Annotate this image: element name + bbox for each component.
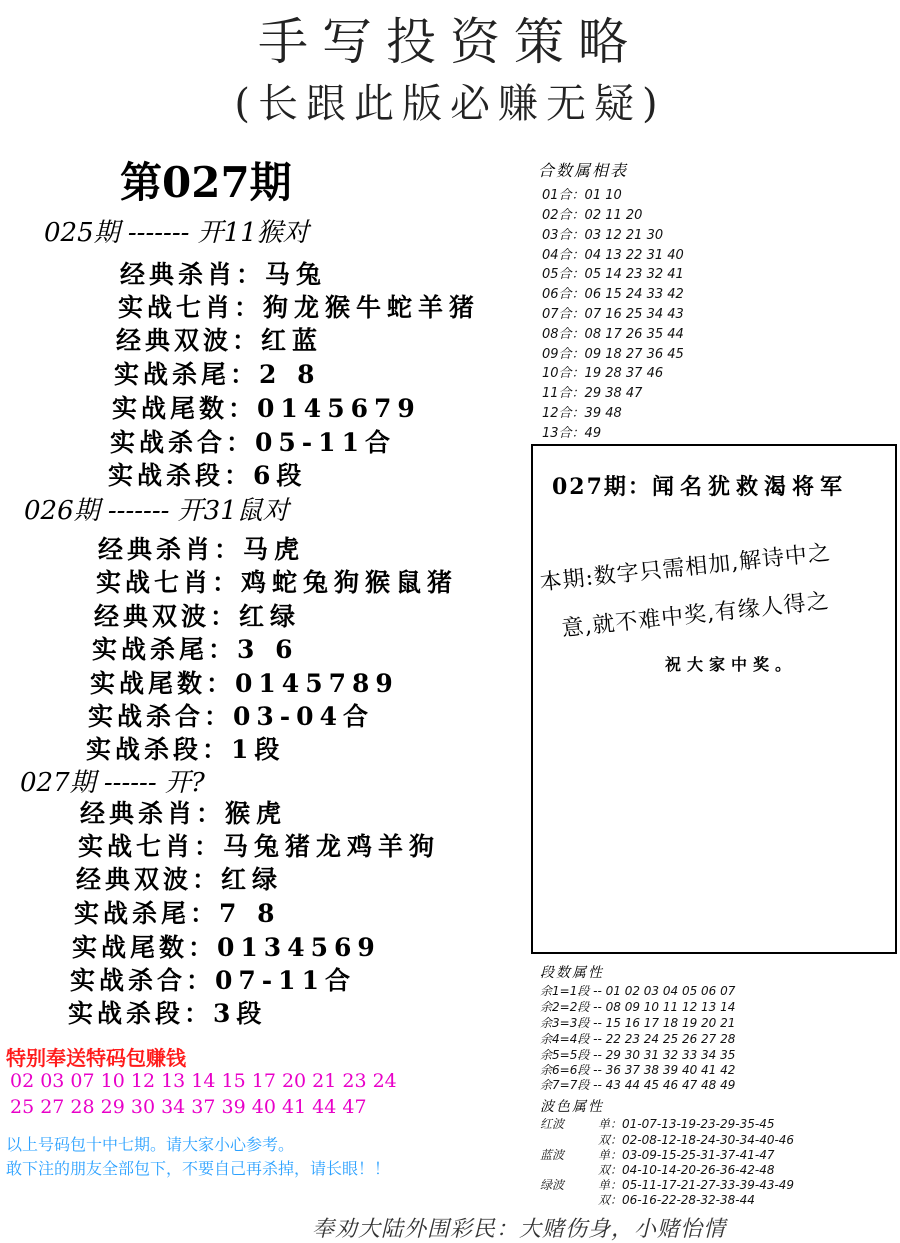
special-title: 特别奉送特码包赚钱 — [6, 1046, 186, 1070]
period-026-row-1 — [98, 530, 305, 566]
riddle-text: 闻名犹救渴将军 — [651, 474, 848, 500]
period-027-row-1 — [80, 794, 287, 830]
he-table-row: 03合：03 12 21 30 — [542, 228, 664, 243]
period-027-row-3 — [76, 860, 283, 896]
row-value: 05-11合 — [255, 428, 396, 457]
duan-table-row: 余2=2段 -- 08 09 10 11 12 13 14 — [540, 1000, 736, 1014]
row-value: 07-11合 — [215, 966, 356, 995]
period-025-row-2 — [118, 288, 480, 324]
footer-text: 奉劝大陆外围彩民：大赌伤身，小赌怡情 — [312, 1217, 727, 1242]
row-label: 实战七肖： — [78, 832, 224, 861]
he-table-row: 01合：01 10 — [542, 188, 622, 203]
bo-green-double: 双：06-16-22-28-32-38-44 — [598, 1193, 755, 1207]
riddle-issue-label: 027期： — [552, 474, 652, 500]
bo-label-red: 红波 — [540, 1117, 565, 1131]
he-table-row: 09合：09 18 27 36 45 — [542, 347, 684, 362]
row-label: 经典杀肖： — [120, 260, 266, 289]
period-025-row-4 — [114, 355, 321, 391]
row-value: 3 6 — [237, 635, 299, 664]
period-026-row-2 — [96, 563, 458, 599]
period-025-row-3 — [116, 321, 323, 357]
special-numbers-line-1: 02 03 07 10 12 13 14 15 17 20 21 23 24 — [10, 1070, 397, 1092]
row-label: 实战杀尾： — [74, 899, 220, 928]
period-025-row-1 — [120, 255, 327, 291]
wish-text: 祝大家中奖。 — [665, 655, 798, 674]
row-label: 经典杀肖： — [98, 535, 244, 564]
row-value: 红绿 — [221, 865, 284, 894]
row-value: 0134569 — [217, 933, 381, 962]
bo-blue-single: 单：03-09-15-25-31-37-41-47 — [598, 1148, 775, 1162]
row-value: 0145789 — [235, 669, 399, 698]
duan-table-row: 余3=3段 -- 15 16 17 18 19 20 21 — [540, 1016, 736, 1030]
he-table-row: 13合：49 — [542, 426, 602, 441]
note-line-2: 敢下注的朋友全部包下，不要自己再杀掉，请长眼！！ — [6, 1159, 391, 1178]
row-label: 实战杀尾： — [114, 360, 260, 389]
period-027-row-2 — [78, 827, 440, 863]
bo-label-blue: 蓝波 — [540, 1148, 565, 1162]
bo-red-single: 单：01-07-13-19-23-29-35-45 — [598, 1117, 775, 1131]
period-027-row-6 — [70, 961, 356, 997]
period-027-row-4 — [74, 894, 281, 930]
row-value: 马兔猪龙鸡羊狗 — [223, 832, 441, 861]
row-value: 6段 — [253, 461, 308, 490]
row-value: 鸡蛇兔狗猴鼠猪 — [241, 568, 459, 597]
period-026-row-4 — [92, 630, 299, 666]
page-title: 手写投资策略 — [258, 13, 642, 71]
page-subtitle: (长跟此版必赚无疑) — [234, 81, 666, 127]
duan-table-row: 余1=1段 -- 01 02 03 04 05 06 07 — [540, 984, 736, 998]
he-table-row: 07合：07 16 25 34 43 — [542, 307, 684, 322]
period-027-row-5 — [72, 928, 381, 964]
row-value: 猴虎 — [225, 799, 288, 828]
period-heading-026: 026期 ------- 开31鼠对 — [24, 496, 289, 526]
row-value: 马兔 — [265, 260, 328, 289]
row-value: 03-04合 — [233, 702, 374, 731]
row-label: 经典双波： — [116, 326, 262, 355]
period-025-row-5 — [112, 389, 421, 425]
row-label: 实战尾数： — [90, 669, 236, 698]
duan-table-row: 余6=6段 -- 36 37 38 39 40 41 42 — [540, 1063, 736, 1077]
poem-line-2: 意,就不难中奖,有缘人得之 — [560, 588, 831, 642]
he-table-row: 10合：19 28 37 46 — [542, 366, 664, 381]
bo-label-green: 绿波 — [540, 1178, 565, 1192]
he-table-row: 06合：06 15 24 33 42 — [542, 287, 684, 302]
row-value: 0145679 — [257, 394, 421, 423]
row-label: 实战杀段： — [108, 461, 254, 490]
poem-line-1: 本期:数字只需相加,解诗中之 — [538, 540, 832, 596]
he-table-row: 05合：05 14 23 32 41 — [542, 267, 684, 282]
issue-heading: 第027期 — [120, 158, 292, 207]
period-025-row-7 — [108, 456, 307, 492]
period-026-row-6 — [88, 697, 374, 733]
row-label: 经典双波： — [76, 865, 222, 894]
period-026-row-3 — [94, 597, 301, 633]
he-table-row: 08合：08 17 26 35 44 — [542, 327, 684, 342]
row-label: 经典杀肖： — [80, 799, 226, 828]
row-label: 实战尾数： — [112, 394, 258, 423]
row-label: 实战七肖： — [118, 293, 264, 322]
row-value: 2 8 — [259, 360, 321, 389]
he-table-row: 02合：02 11 20 — [542, 208, 643, 223]
row-label: 实战杀合： — [70, 966, 216, 995]
period-025-row-6 — [110, 423, 396, 459]
period-026-row-7 — [86, 730, 285, 766]
note-line-1: 以上号码包十中七期。请大家小心参考。 — [6, 1135, 295, 1154]
row-label: 经典双波： — [94, 602, 240, 631]
row-value: 狗龙猴牛蛇羊猪 — [263, 293, 481, 322]
duan-table-row: 余4=4段 -- 22 23 24 25 26 27 28 — [540, 1032, 736, 1046]
row-value: 7 8 — [219, 899, 281, 928]
he-table-row: 12合：39 48 — [542, 406, 622, 421]
row-label: 实战杀尾： — [92, 635, 238, 664]
duan-table-row: 余5=5段 -- 29 30 31 32 33 34 35 — [540, 1048, 736, 1062]
row-label: 实战七肖： — [96, 568, 242, 597]
row-value: 1段 — [231, 735, 286, 764]
row-label: 实战杀段： — [86, 735, 232, 764]
row-label: 实战杀段： — [68, 999, 214, 1028]
bo-red-double: 双：02-08-12-18-24-30-34-40-46 — [598, 1133, 795, 1147]
row-value: 红蓝 — [261, 326, 324, 355]
bo-table-title: 波色属性 — [540, 1099, 604, 1115]
row-label: 实战杀合： — [88, 702, 234, 731]
he-table-row: 11合：29 38 47 — [542, 386, 643, 401]
riddle-box — [531, 444, 897, 954]
bo-green-single: 单：05-11-17-21-27-33-39-43-49 — [598, 1178, 795, 1192]
row-value: 3段 — [213, 999, 268, 1028]
duan-table-title: 段数属性 — [540, 965, 604, 981]
period-027-row-7 — [68, 994, 267, 1030]
period-heading-025: 025期 ------- 开11猴对 — [44, 218, 309, 248]
period-026-row-5 — [90, 664, 399, 700]
he-table-row: 04合：04 13 22 31 40 — [542, 248, 684, 263]
special-numbers-line-2: 25 27 28 29 30 34 37 39 40 41 44 47 — [10, 1096, 367, 1118]
row-label: 实战尾数： — [72, 933, 218, 962]
duan-table-row: 余7=7段 -- 43 44 45 46 47 48 49 — [540, 1078, 736, 1092]
bo-blue-double: 双：04-10-14-20-26-36-42-48 — [598, 1163, 775, 1177]
riddle-title — [552, 470, 848, 501]
row-label: 实战杀合： — [110, 428, 256, 457]
row-value: 红绿 — [239, 602, 302, 631]
he-table-title: 合数属相表 — [538, 161, 629, 180]
period-heading-027: 027期 ------ 开? — [20, 768, 205, 798]
row-value: 马虎 — [243, 535, 306, 564]
